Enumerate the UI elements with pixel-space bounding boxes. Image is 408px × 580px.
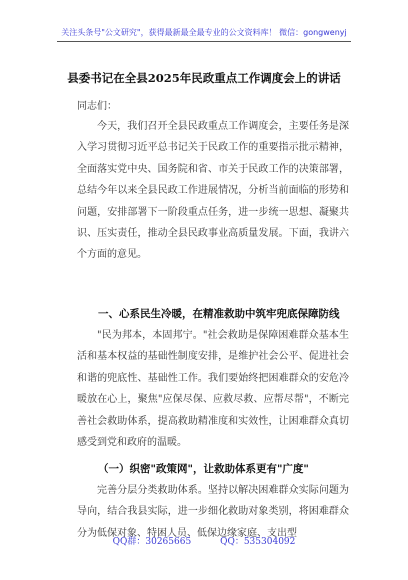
qq-group-number: QQ群：30265665: [112, 537, 192, 547]
section-1-paragraph: "民为邦本，本固邦宁。"社会救助是保障困难群众基本生活和基本权益的基础性制度安排，是维护社会公平、促进社会和谐的兜底性、基础性工作。我们要始终把困难群众的安危冷暖放在心上，聚焦"应保尽保、应救尽救、应帮尽帮"，不断完善社会救助体系，提高救助精准度和实效性，让困难群众真切感受到党和政府的温暖。: [77, 330, 349, 449]
footer-contact: [0, 534, 408, 547]
qq-number: QQ：535304092: [220, 537, 296, 547]
subsection-heading-1: （一）织密"政策网"，让救助体系更有"广度": [98, 463, 309, 475]
header-divider: [57, 41, 351, 42]
subsection-1-paragraph: 完善分层分类救助体系。坚持以解决困难群众实际问题为导向，结合我县实际，进一步细化救助对象类别，将困难群众分为低保对象、特困人员、低保边缘家庭、支出型: [77, 485, 349, 539]
intro-paragraph: 今天，我们召开全县民政重点工作调度会，主要任务是深入学习贯彻习近平总书记关于民政工作的重要指示批示精神，全面落实党中央、国务院和省、市关于民政工作的决策部署，总结今年以来全县民政工作进展情况，分析当前面临的形势和问题，安排部署下一阶段重点任务，进一步统一思想、凝聚共识、压实责任，推动全县民政事业高质量发展。下面，我讲六个方面的意见。: [77, 121, 349, 261]
header-banner[interactable]: 关注头条号"公文研究"，获得最新最全最专业的公文资料库！ 微信：gongwenyj: [61, 28, 347, 37]
section-heading-1: 一、心系民生冷暖，在精准救助中筑牢兜底保障防线: [98, 308, 340, 320]
document-title: 县委书记在全县2025年民政重点工作调度会上的讲话: [67, 71, 341, 85]
salutation: 同志们：: [77, 101, 117, 112]
